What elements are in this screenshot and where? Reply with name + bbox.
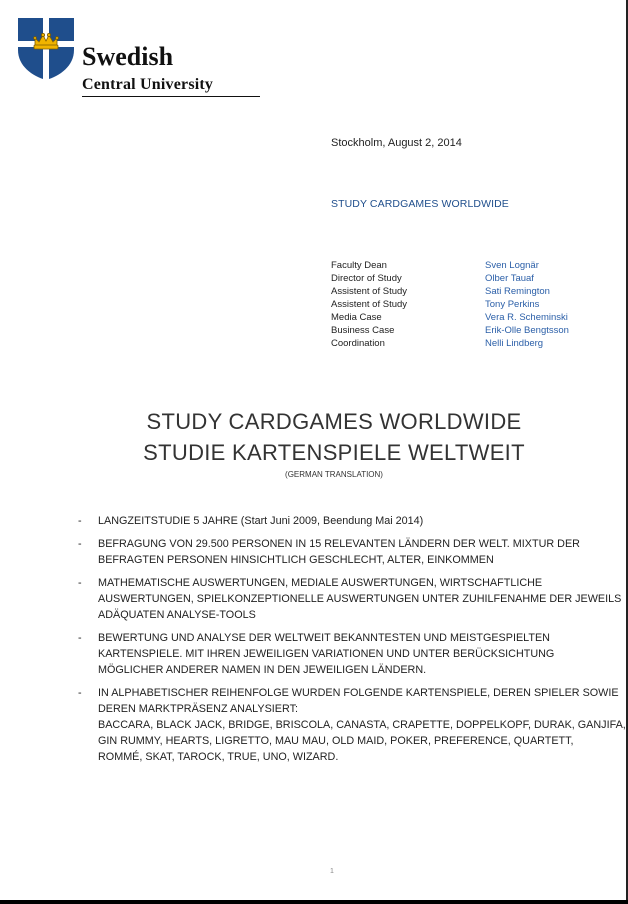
document-title: STUDY CARDGAMES WORLDWIDE <box>146 409 522 434</box>
staff-role: Assistent of Study <box>331 286 408 297</box>
staff-role: Faculty Dean <box>331 260 387 271</box>
bullet-marker: - <box>78 632 82 644</box>
page-number: 1 <box>330 868 334 875</box>
staff-role: Director of Study <box>331 273 402 284</box>
bullet-marker: - <box>78 687 82 699</box>
list-item <box>78 575 622 623</box>
bullet-marker: - <box>78 515 82 527</box>
staff-name: Olber Tauaf <box>485 273 534 284</box>
bullet-text: DEREN MARKTPRÄSENZ ANALYSIERT: <box>98 703 298 715</box>
staff-name: Nelli Lindberg <box>485 338 544 349</box>
staff-row <box>331 259 569 272</box>
letter-subject: STUDY CARDGAMES WORLDWIDE <box>331 198 509 210</box>
bullet-text: ROMMÉ, SKAT, TAROCK, TRUE, UNO, WIZARD. <box>98 751 339 763</box>
university-logo <box>16 16 256 100</box>
bullet-text: MATHEMATISCHE AUSWERTUNGEN, MEDIALE AUSWERTUNGEN, WIRTSCHAFTLICHE <box>98 577 543 589</box>
staff-row <box>331 285 569 298</box>
bullet-text: IN ALPHABETISCHER REIHENFOLGE WURDEN FOLGENDE KARTENSPIELE, DEREN SPIELER SOWIE <box>98 687 619 699</box>
shield-crown-icon <box>16 16 78 82</box>
staff-name: Sven Lognär <box>485 260 539 271</box>
staff-list <box>331 259 569 350</box>
staff-row <box>331 298 569 311</box>
bullet-text: GIN RUMMY, HEARTS, LIGRETTO, MAU MAU, OLD MAID, POKER, PREFERENCE, QUARTETT, <box>98 735 574 747</box>
logo-subtitle: Central University <box>82 76 214 93</box>
list-item <box>78 685 626 765</box>
bullet-list <box>78 513 626 772</box>
page-edge-bottom <box>0 900 628 904</box>
staff-row <box>331 324 569 337</box>
staff-role: Assistent of Study <box>331 299 408 310</box>
bullet-text: AUSWERTUNGEN, SPIELKONZEPTIONELLE AUSWERTUNGEN UNTER ZUHILFENAHME DER JEWEILS <box>98 593 622 605</box>
staff-role: Business Case <box>331 325 395 336</box>
bullet-text: BACCARA, BLACK JACK, BRIDGE, BRISCOLA, CANASTA, CRAPETTE, DOPPELKOPF, DURAK, GANJIFA, <box>98 719 626 731</box>
bullet-text: MÖGLICHER ANDERER NAMEN IN DEN JEWEILIGEN LÄNDERN. <box>98 664 427 676</box>
bullet-text: LANGZEITSTUDIE 5 JAHRE (Start Juni 2009, Beendung Mai 2014) <box>98 515 424 527</box>
staff-row <box>331 337 569 350</box>
staff-role: Media Case <box>331 312 382 323</box>
letter-date: Stockholm, August 2, 2014 <box>331 137 462 149</box>
staff-name: Tony Perkins <box>485 299 540 310</box>
staff-name: Sati Remington <box>485 286 550 297</box>
staff-name: Erik-Olle Bengtsson <box>485 325 569 336</box>
document-title-german: STUDIE KARTENSPIELE WELTWEIT <box>143 440 525 465</box>
staff-row <box>331 272 569 285</box>
logo-name: Swedish <box>82 42 174 71</box>
bullet-marker: - <box>78 538 82 550</box>
staff-name: Vera R. Scheminski <box>485 312 568 323</box>
bullet-marker: - <box>78 577 82 589</box>
translation-note: (GERMAN TRANSLATION) <box>285 470 383 479</box>
bullet-text: KARTENSPIELE. MIT IHREN JEWEILIGEN VARIATIONEN UND UNTER BERÜCKSICHTUNG <box>98 648 555 660</box>
bullet-text: BEWERTUNG UND ANALYSE DER WELTWEIT BEKANNTESTEN UND MEISTGESPIELTEN <box>98 632 550 644</box>
bullet-text: ADÄQUATEN ANALYSE-TOOLS <box>98 609 256 621</box>
staff-row <box>331 311 569 324</box>
bullet-text: BEFRAGTEN PERSONEN HINSICHTLICH GESCHLECHT, ALTER, EINKOMMEN <box>98 554 494 566</box>
list-item <box>78 513 618 529</box>
staff-role: Coordination <box>331 338 385 349</box>
bullet-text: BEFRAGUNG VON 29.500 PERSONEN IN 15 RELEVANTEN LÄNDERN DER WELT. MIXTUR DER <box>98 538 580 550</box>
logo-underline <box>82 96 260 97</box>
list-item <box>78 630 618 678</box>
list-item <box>78 536 618 568</box>
